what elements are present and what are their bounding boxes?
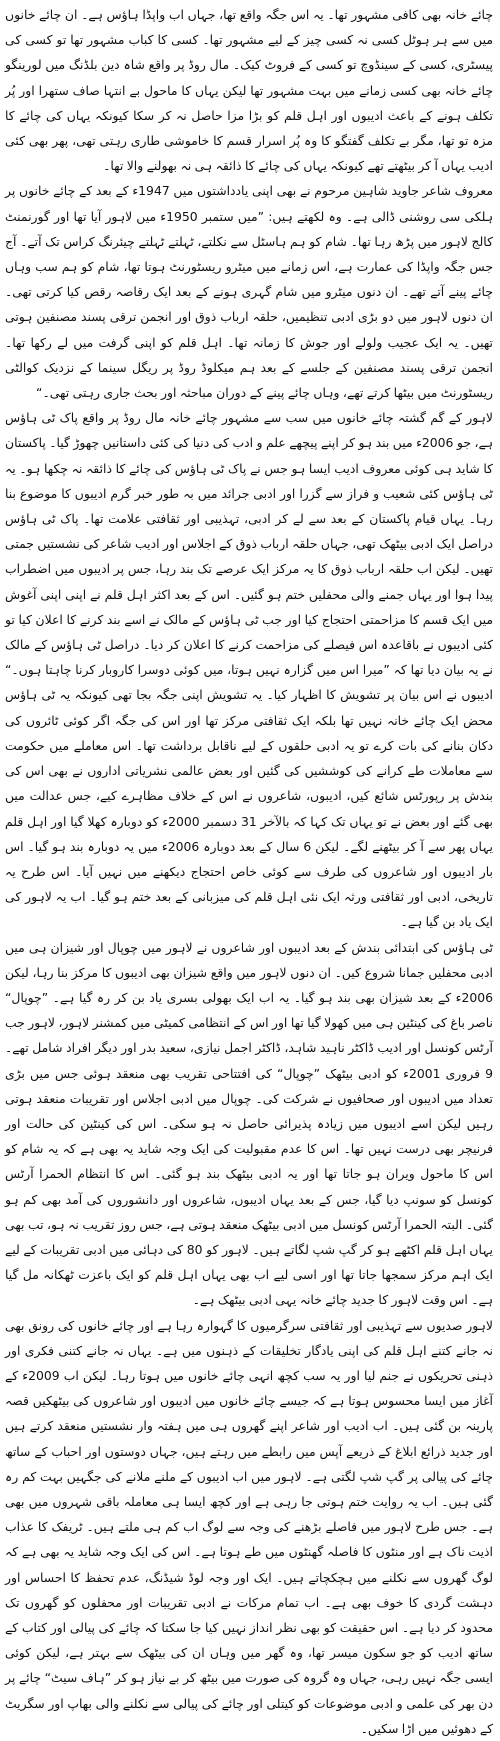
article-paragraph-4: ٹی ہاؤس کی ابتدائی بندش کے بعد ادیبوں اور شاعروں نے لاہور میں چوپال اور شیزان ہی میں ادبی محفلیں جمانا شروع کیں۔ ان دنوں لاہور میں واقع شیزان بھی ادیبوں کا مرکز بنا رہا، لیکن 2006ء کے بعد شیزان بھی بند ہو گیا۔ یہ اب ایک بھولی بسری یاد بن کر رہ گیا ہے۔ ”چوپال“ ناصر باغ کی کینٹین ہی میں کھولا گیا تھا اور اس کے انتظامی کمیٹی میں کمشنر لاہور، لاہور جب آرٹس کونسل اور ادیب ڈاکٹر ناہید شاہد، ڈاکٹر اجمل نیازی، سعید بدر اور دیگر افراد شامل تھے۔ 9 فروری 2001ء کو ادبی بیٹھک ”چوپال“ کی افتتاحی تقریب بھی منعقد ہوئی جس میں بڑی تعداد میں ادیبوں اور صحافیوں نے شرکت کی۔ چوپال میں ادبی اجلاس اور تقریبات منعقد ہوتی رہیں لیکن اسے ادیبوں میں زیادہ پذیرائی حاصل نہ ہو سکی۔ اس کی کینٹین کی حالت اور فرنیچر بھی درست نہیں تھا۔ اس کا عدم مقبولیت کی ایک وجہ شاید یہ بھی ہے کہ یہ شام کو اس کا ماحول ویران ہو جاتا تھا اور یہ ادبی بیٹھک بند ہو گئی۔ اس کا انتظام الحمرا آرٹس کونسل کو سونپ دیا گیا، جس کے بعد یہاں ادیبوں، شاعروں اور دانشوروں کی آمد بھی کم ہو گئی۔ البتہ الحمرا آرٹس کونسل میں ادبی بیٹھک منعقد ہوتی ہے، جس روز تقریب نہ ہو، تب بھی یہاں اہل قلم اکٹھے ہو کر گپ شپ لگاتے ہیں۔ لاہور کو 80 کی دہائی میں ادبی تقریبات کے لیے ایک اہم مرکز سمجھا جاتا تھا اور اسی لیے اب بھی یہاں اہل قلم کو ایک باعزت ٹھکانہ مل گیا ہے۔ اس وقت لاہور کا جدید چائے خانہ یہی ادبی بیٹھک ہے۔ <box>5 939 493 1308</box>
article-paragraph-2: معروف شاعر جاوید شاہین مرحوم نے بھی اپنی یادداشتوں میں 1947ء کے بعد کے چائے خانوں پر ہلکی سی روشنی ڈالی ہے۔ وہ لکھتے ہیں: ”میں ستمبر 1950ء میں لاہور آیا تھا اور گورنمنٹ کالج لاہور میں پڑھ رہا تھا۔ شام کو ہم ہاسٹل سے نکلتے، ٹہلتے ٹہلتے چیئرنگ کراس تک آتے۔ آج جس جگہ واپڈا کی عمارت ہے، اس زمانے میں میٹرو ریسٹورنٹ ہوتا تھا، شام کو ہم سب وہاں چائے پینے آتے تھے۔ ان دنوں میٹرو میں شام گہری ہونے کے بعد ایک رقاصہ رقص کیا کرتی تھی۔ ان دنوں لاہور میں دو بڑی ادبی تنظیمیں، حلقہ ارباب ذوق اور انجمن ترقی پسند مصنفین ہوتی تھیں۔ یہ ایک عجیب ولولے اور جوش کا زمانہ تھا۔ اہل قلم کو اپنی گرفت میں لے رکھا تھا۔ انجمن ترقی پسند مصنفین کے جلسے کے بعد ہم میکلوڈ روڈ پر ریگل سینما کے نزدیک کوالٹی ریسٹورنٹ میں بیٹھا کرتے تھے، وہاں چائے پینے کے دوران مباحثہ اور بحث جاری رہتی تھی۔“ <box>5 183 493 401</box>
article-paragraph-1: چائے خانہ بھی کافی مشہور تھا۔ یہ اس جگہ واقع تھا، جہاں اب واپڈا ہاؤس ہے۔ ان چائے خانوں میں سے ہر ہوٹل کسی نہ کسی چیز کے لیے مشہور تھا۔ کسی کا کباب مشہور تھا تو کسی کی پیسٹری، کسی کے سینڈوچ تو کسی کے فروٹ کیک۔ مال روڈ پر واقع شاہ دین بلڈنگ میں لورینگو چائے خانہ بھی کسی زمانے میں بہت مشہور تھا لیکن یہاں کا ماحول بے انتہا صاف ستھرا اور پُر تکلف ہونے کے باعث ادیبوں اور اہل قلم کو بڑا مزا حاصل نہ کر سکا کیونکہ یہاں کی چائے کا مزہ تو تھا، مگر بے تکلف گفتگو کا وہ پُر اسرار قسم کا خاموشی طاری رہتی تھی، پھر بھی کئی ادیب یہاں آ کر بیٹھتے تھے کیونکہ یہاں کی چائے کا ذائقہ ہی نہ بھولنے والا تھا۔ <box>5 7 493 174</box>
article-paragraph-5: لاہور صدیوں سے تہذیبی اور ثقافتی سرگرمیوں کا گہوارہ رہا ہے اور چائے خانوں کی رونق بھی نہ جانے کتنے اہل قلم کی اپنی یادگار تخلیقات کے ذہنوں میں ہے۔ یہاں نہ جانے کتنی فکری اور ذہنی تحریکوں نے جنم لیا اور یہ سب کچھ انہی چائے خانوں میں ہوتا رہا۔ لیکن اب 2009ء کے آغاز میں ایسا محسوس ہوتا ہے کہ جیسے چائے خانوں میں ادیبوں اور شاعروں کی بیٹھکیں قصہ پارینہ بن گئی ہیں۔ اب ادیب اور شاعر اپنے گھروں ہی میں ہفتہ وار نشستیں منعقد کرتے ہیں اور جدید ذرائع ابلاغ کے ذریعے آپس میں رابطے میں رہتے ہیں، جہاں دوستوں اور احباب کے ساتھ چائے کی پیالی پر گپ شپ لگتی ہے۔ لاہور میں اب ادیبوں کے ملنے ملانے کی جگہیں بہت کم رہ گئی ہیں۔ اب یہ روایت ختم ہوتی جا رہی ہے اور کچھ ایسا ہی معاملہ باقی شہروں میں بھی ہے۔ جس طرح لاہور میں فاصلے بڑھنے کی وجہ سے لوگ اب کم ہی ملتے ہیں۔ ٹریفک کا عذاب اذیت ناک ہے اور منٹوں کا فاصلہ گھنٹوں میں طے ہوتا ہے۔ اس کی ایک وجہ شاید یہ بھی ہے کہ لوگ گھروں سے نکلنے میں ہچکچاتے ہیں۔ ایک اور وجہ لوڈ شیڈنگ، عدم تحفظ کا احساس اور دہشت گردی کا خوف بھی ہے۔ اب تمام مرکات نے ادبی تقریبات اور محفلوں کو گھروں تک محدود کر دیا ہے۔ اس حقیقت کو بھی نظر انداز نہیں کیا جا سکتا کہ چائے کی پیالی اور کتاب کے ساتھ ادیب کو جو سکون میسر تھا، وہ گھر میں وہاں ان کی بیٹھک سے بہتر ہے، لیکن کوئی ایسی جگہ نہیں رہی، جہاں وہ گروہ کی صورت میں بیٹھ کر بے نیاز ہو کر ”ہاف سیٹ“ چائے پر دن بھر کی علمی و ادبی موضوعات کو کیتلی اور چائے کی پیالی سے نکلنے والی بھاپ اور سگریٹ کے دھوئیں میں اڑا سکیں۔ <box>5 1317 493 1736</box>
article-paragraph-3: لاہور کے گم گشتہ چائے خانوں میں سب سے مشہور چائے خانہ مال روڈ پر واقع پاک ٹی ہاؤس ہے، جو 2006ء میں بند ہو کر اپنے پیچھے علم و ادب کی دنیا کی کئی داستانیں چھوڑ گیا۔ پاکستان کا شاید ہی کوئی معروف ادیب ایسا ہو جس نے پاک ٹی ہاؤس کی چائے کا ذائقہ نہ چکھا ہو۔ یہ ٹی ہاؤس کئی شعیب و فراز سے گزرا اور ادبی جرائد میں بہ طور خبر گرم ادیبوں کا موضوع بنا رہا۔ یہاں قیام پاکستان کے بعد سے لے کر ادبی، تہذیبی اور ثقافتی علامت تھا۔ پاک ٹی ہاؤس دراصل ایک ادبی بیٹھک تھی، جہاں حلقہ ارباب ذوق کے اجلاس اور ادیب شاعر کی نشستیں جمتی تھیں۔ لیکن اب حلقہ ارباب ذوق کا یہ مرکز ایک عرصے تک بند رہا، جس پر ادیبوں میں اضطراب پیدا ہوا اور یہاں جمنے والی محفلیں ختم ہو گئیں۔ اس کے بعد اکثر اہل قلم نے اپنی اپنی آغوش میں ایک قسم کا مزاحمتی احتجاج کیا اور جب ٹی ہاؤس کے مالک نے اسے بند کرنے کا اعلان کیا تو کئی ادیبوں نے باقاعدہ اس فیصلے کی مزاحمت کرنے کا اعلان کر دیا۔ دراصل ٹی ہاؤس کے مالک نے یہ بیان دیا تھا کہ ”میرا اس میں گزارہ نہیں ہوتا، میں کوئی دوسرا کاروبار کرنا چاہتا ہوں۔“ ادیبوں نے اس بیان پر تشویش کا اظہار کیا۔ یہ تشویش اپنی جگہ بجا تھی کیونکہ یہ ٹی ہاؤس محض ایک چائے خانہ نہیں تھا بلکہ ایک ثقافتی مرکز تھا اور اس کی جگہ اگر کوئی ٹائروں کی دکان بنانے کی بات کرے تو یہ ادبی حلقوں کے لیے ناقابل برداشت تھا۔ اس معاملے میں حکومت سے معاملات طے کرانے کی کوششیں کی گئیں اور بعض عالمی نشریاتی اداروں نے بھی اس کی بندش پر رپورٹس شائع کیں، ادیبوں، شاعروں نے اس کے خلاف مظاہرے کیے، جس عدالت میں بھی گئے اور بعض نے تو یہاں تک کہا کہ بالآخر 31 دسمبر 2000ء کو دوبارہ کھلا گیا اور اہل قلم یہاں پھر سے آ کر بیٹھنے لگے۔ لیکن 6 سال کے بعد دوبارہ 2006ء میں یہ دوبارہ بند ہو گیا۔ اس بار ادیبوں اور شاعروں کی طرف سے کوئی خاص احتجاج دیکھنے میں نہیں آیا۔ اس طرح یہ تاریخی، ادبی اور ثقافتی ورثہ ایک نئی اہل قلم کی میزبانی کے بعد ختم ہو گیا۔ اب یہ لاہور کی ایک یاد بن گیا ہے۔ <box>5 410 493 930</box>
